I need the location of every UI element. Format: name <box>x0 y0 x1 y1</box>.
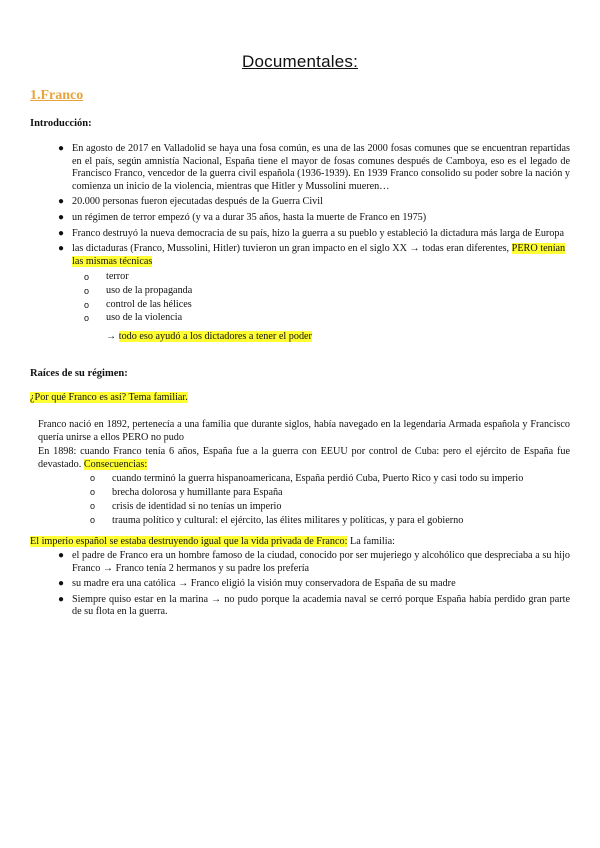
arrow-note-text: todo eso ayudó a los dictadores a tener el poder <box>118 330 312 342</box>
consequence-item: trauma político y cultural: el ejército, las élites militares y políticas, y para el gobierno <box>112 515 464 526</box>
intro-bullet-2: 20.000 personas fueron ejecutadas después de la Guerra Civil <box>72 196 323 208</box>
family-bullet-3: Siempre quiso estar en la marina → no pudo porque la academia naval se cerró porque España había perdido gran parte de su flota en la guerra. <box>72 593 570 618</box>
consequence-item: brecha dolorosa y humillante para España <box>112 487 283 498</box>
consequences-list <box>90 472 570 528</box>
consequences-label: Consecuencias: <box>83 458 148 470</box>
list-item <box>84 299 570 312</box>
list-item <box>90 514 570 527</box>
list-item <box>84 312 570 325</box>
empire-highlight: El imperio español se estaba destruyendo igual que la vida privada de Franco: <box>30 536 348 547</box>
intro-bullet-5-highlight: PERO tenían las mismas técnicas <box>72 243 566 267</box>
list-item <box>90 500 570 513</box>
arrow-note <box>106 331 570 344</box>
family-bullet-1: el padre de Franco era un hombre famoso de la ciudad, conocido por ser mujeriego y alcohólico que despreciaba a su hijo Franco → Franco tenía 2 hermanos y su padre los prefería <box>72 550 570 574</box>
empire-rest: La familia: <box>347 536 395 547</box>
list-item <box>90 472 570 485</box>
list-item <box>58 578 570 591</box>
bullet-icon: ● <box>58 143 65 154</box>
roots-paragraph-2 <box>38 446 570 471</box>
circle-bullet-icon: o <box>90 515 96 525</box>
roots-paragraph-2-text: En 1898: cuando Franco tenía 6 años, España fue a la guerra con EEUU por control de Cuba: pero el ejército de España fue devastado. <box>38 446 570 470</box>
intro-bullet-3: un régimen de terror empezó (y va a durar 35 años, hasta la muerte de Franco en 1975) <box>72 211 427 223</box>
intro-label: Introducción: <box>30 118 92 129</box>
bullet-icon: ● <box>58 227 65 239</box>
list-item <box>58 550 570 575</box>
list-item <box>58 196 570 209</box>
section-heading-franco: 1.Franco <box>30 88 84 103</box>
document-title: Documentales: <box>242 52 358 71</box>
list-item <box>58 143 570 193</box>
circle-bullet-icon: o <box>84 299 90 310</box>
list-item <box>84 285 570 298</box>
circle-bullet-icon: o <box>90 487 96 497</box>
technique-item: uso de la propaganda <box>106 284 193 296</box>
list-item <box>58 594 570 619</box>
arrow-icon: → <box>106 330 117 342</box>
consequence-item: crisis de identidad si no tenías un imperio <box>112 501 282 512</box>
roots-question <box>30 392 562 405</box>
empire-line <box>30 536 562 549</box>
bullet-icon: ● <box>58 593 65 605</box>
family-bullet-list <box>58 550 570 622</box>
family-bullet-2: su madre era una católica → Franco eligió la visión muy conservadora de España de su madre <box>72 578 456 590</box>
intro-bullet-list <box>58 143 570 346</box>
list-item <box>58 212 570 225</box>
bullet-icon: ● <box>58 243 65 255</box>
list-item <box>90 486 570 499</box>
circle-bullet-icon: o <box>90 473 96 483</box>
circle-bullet-icon: o <box>84 313 90 324</box>
intro-bullet-1: En agosto de 2017 en Valladolid se haya una fosa común, es una de las 2000 fosas comunes que se encuentran repartidas en el país, según amnistía Nacional, España tiene el mayor de fosas comunes después de Camboya, eso es el legado de Francisco Franco, vencedor de la guerra civil española (1936-1939). En 1939 Franco consolido su poder sobre la nación y comienza un inicio de la violencia, mientras que Hitler y Mussolini mueren… <box>72 143 570 192</box>
intro-bullet-4: Franco destruyó la nueva democracia de su país, hizo la guerra a su pueblo y estableció la dictadura más larga de Europa <box>72 227 565 239</box>
circle-bullet-icon: o <box>84 272 90 283</box>
bullet-icon: ● <box>58 550 65 561</box>
circle-bullet-icon: o <box>90 501 96 511</box>
technique-item: uso de la violencia <box>106 312 183 324</box>
roots-question-text: ¿Por qué Franco es así? Tema familiar. <box>30 392 188 403</box>
bullet-icon: ● <box>58 211 65 223</box>
list-item <box>58 243 570 343</box>
roots-label: Raíces de su régimen: <box>30 368 128 379</box>
technique-item: control de las hélices <box>106 298 192 310</box>
list-item <box>58 228 570 241</box>
list-item <box>84 271 570 284</box>
bullet-icon: ● <box>58 578 65 590</box>
technique-item: terror <box>106 271 129 283</box>
bullet-icon: ● <box>58 196 65 208</box>
circle-bullet-icon: o <box>84 285 90 296</box>
roots-paragraph-1: Franco nació en 1892, pertenecía a una familia que durante siglos, había navegado en la legendaria Armada española y Francisco quería unirse a ellos PERO no pudo <box>38 419 570 443</box>
consequence-item: cuando terminó la guerra hispanoamericana, España perdió Cuba, Puerto Rico y casi todo su imperio <box>112 473 524 484</box>
intro-bullet-5: las dictaduras (Franco, Mussolini, Hitler) tuvieron un gran impacto en el siglo XX → todas eran diferentes, <box>72 243 512 255</box>
techniques-sub-list <box>72 271 570 324</box>
